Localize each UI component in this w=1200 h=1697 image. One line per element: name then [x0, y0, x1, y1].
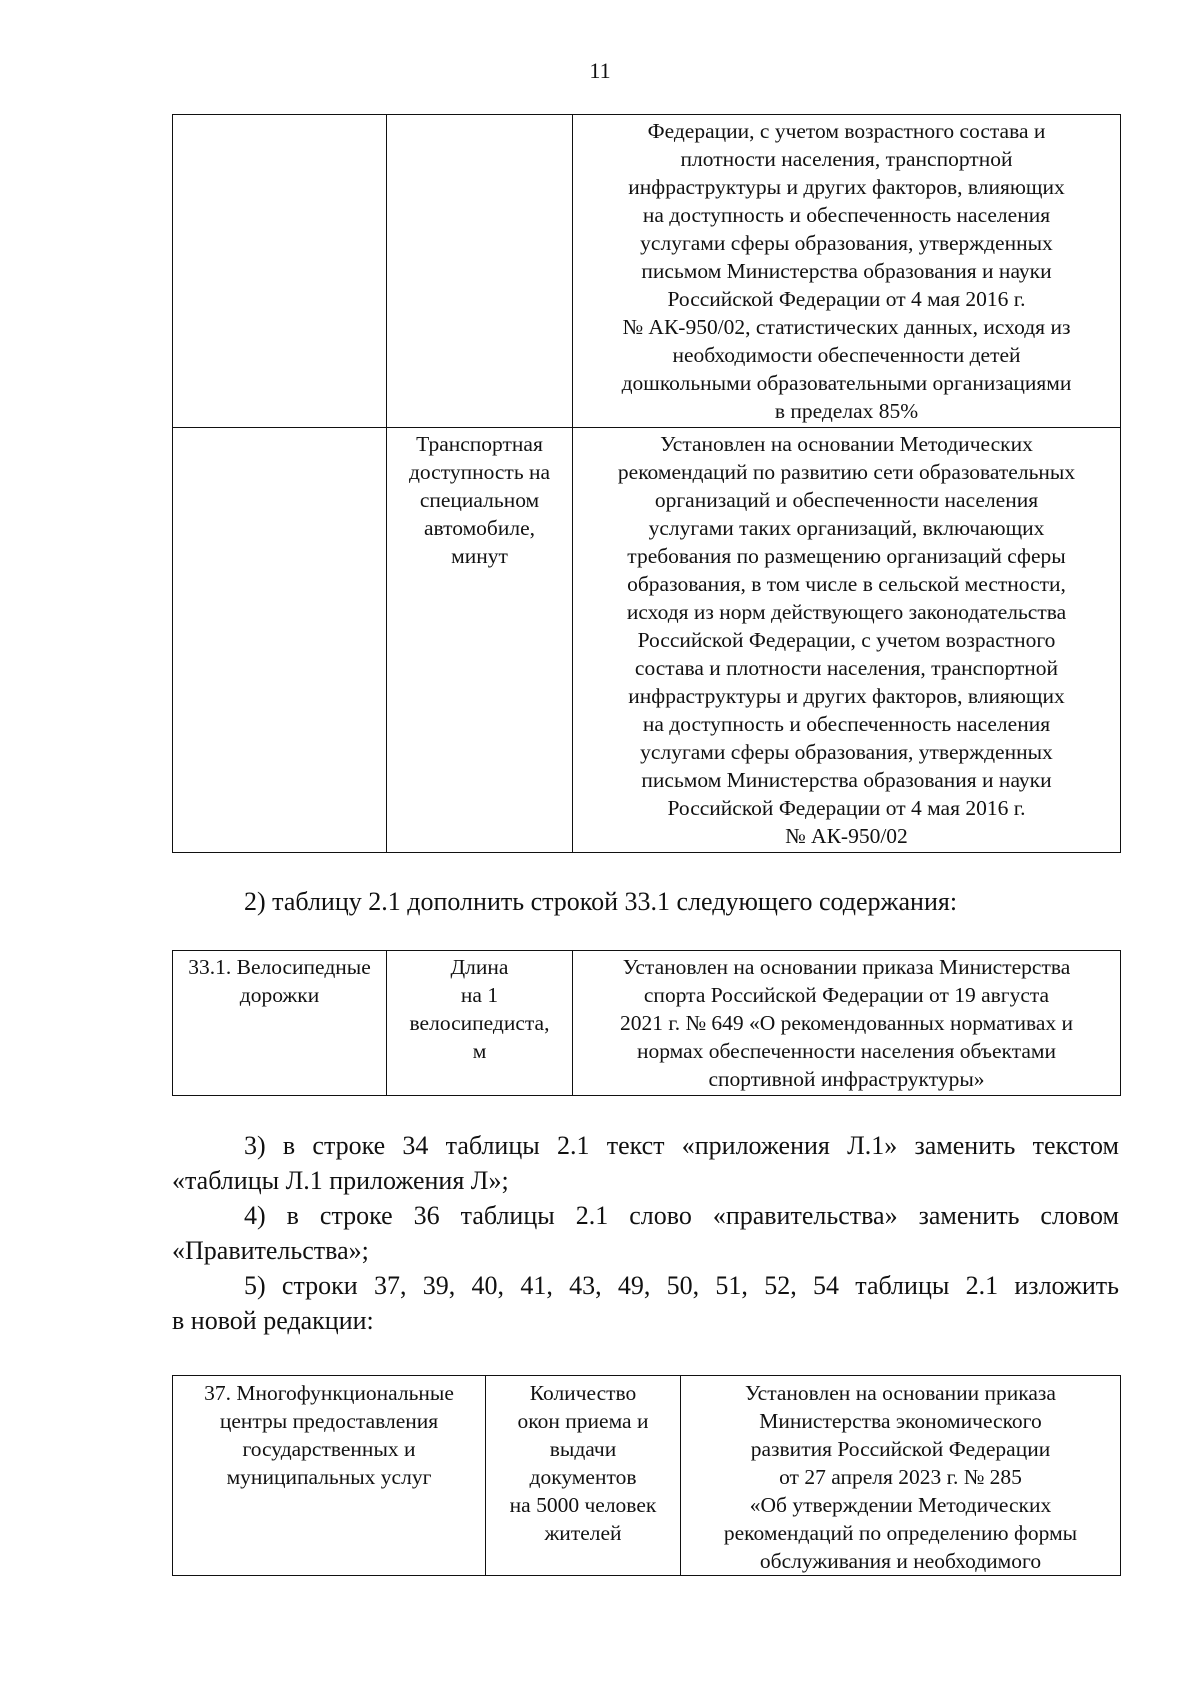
- table-row: [173, 428, 1121, 853]
- cell-text-line: исходя из норм действующего законодательства: [626, 600, 1067, 624]
- paragraph-item-3: [172, 1128, 1119, 1198]
- table-row-37: [172, 1375, 1121, 1576]
- paragraph-line: 5) строки 37, 39, 40, 41, 43, 49, 50, 51, 52, 54 таблицы 2.1 изложить: [244, 1271, 1119, 1300]
- cell-text-line: Российской Федерации, с учетом возрастного: [637, 628, 1056, 652]
- table-cell: [173, 115, 387, 428]
- cell-text-line: Федерации, с учетом возрастного состава и: [647, 119, 1046, 143]
- cell-text-line: на доступность и обеспеченность населения: [642, 203, 1051, 227]
- cell-text-line: № АК-950/02, статистических данных, исходя из: [622, 315, 1071, 339]
- cell-text-line: 37. Многофункциональные: [204, 1381, 454, 1405]
- cell-text-line: муниципальных услуг: [226, 1465, 432, 1489]
- cell-text-line: документов: [529, 1465, 637, 1489]
- paragraph-item-2: 2) таблицу 2.1 дополнить строкой 33.1 следующего содержания:: [244, 887, 958, 916]
- table-cell: [486, 1376, 681, 1576]
- cell-text-line: велосипедиста,: [409, 1011, 550, 1035]
- table-cell: [573, 428, 1121, 853]
- cell-text-line: выдачи: [549, 1437, 617, 1461]
- table-cell: [573, 115, 1121, 428]
- page-number: 11: [589, 58, 611, 83]
- cell-text-line: м: [472, 1039, 487, 1063]
- cell-text-line: дошкольными образовательными организациями: [621, 371, 1072, 395]
- cell-text-line: необходимости обеспеченности детей: [672, 343, 1021, 367]
- table-row: [173, 1376, 1121, 1576]
- cell-text-line: состава и плотности населения, транспортной: [634, 656, 1059, 680]
- table-cell: [387, 951, 573, 1096]
- cell-text-line: окон приема и: [517, 1409, 649, 1433]
- cell-text-line: обслуживания и необходимого: [759, 1549, 1042, 1573]
- table-cell: [387, 428, 573, 853]
- table-row: [173, 951, 1121, 1096]
- cell-text-line: Установлен на основании приказа: [745, 1381, 1056, 1405]
- cell-text-line: «Об утверждении Методических: [749, 1493, 1052, 1517]
- cell-text-line: специальном: [419, 488, 540, 512]
- paragraph-line: 4) в строке 36 таблицы 2.1 слово «правительства» заменить словом: [244, 1201, 1119, 1230]
- table-cell: [387, 115, 573, 428]
- cell-text-line: инфраструктуры и других факторов, влияющих: [628, 684, 1065, 708]
- cell-text-line: Российской Федерации от 4 мая 2016 г.: [667, 287, 1026, 311]
- table-row: [173, 115, 1121, 428]
- cell-text-line: услугами таких организаций, включающих: [648, 516, 1045, 540]
- cell-text-line: инфраструктуры и других факторов, влияющих: [628, 175, 1065, 199]
- cell-text-line: образования, в том числе в сельской местности,: [627, 572, 1066, 596]
- cell-text-line: нормах обеспеченности населения объектами: [636, 1039, 1057, 1063]
- cell-text-line: спортивной инфраструктуры»: [708, 1067, 985, 1091]
- cell-text-line: плотности населения, транспортной: [680, 147, 1013, 171]
- cell-text-line: организаций и обеспеченности населения: [654, 488, 1039, 512]
- table-cell: [573, 951, 1121, 1096]
- cell-text-line: Длина: [450, 955, 509, 979]
- cell-text-line: доступность на: [408, 460, 551, 484]
- cell-text-line: 2021 г. № 649 «О рекомендованных нормативах и: [619, 1011, 1074, 1035]
- paragraph-line: в новой редакции:: [172, 1306, 374, 1335]
- cell-text-line: письмом Министерства образования и науки: [641, 768, 1052, 792]
- cell-text-line: на 5000 человек: [509, 1493, 657, 1517]
- cell-text-line: центры предоставления: [219, 1409, 439, 1433]
- cell-text-line: 33.1. Велосипедные: [188, 955, 371, 979]
- cell-text-line: услугами сферы образования, утвержденных: [640, 231, 1053, 255]
- paragraph-item-4: [172, 1198, 1119, 1268]
- table-row-33-1: [172, 950, 1121, 1096]
- paragraph-line: «Правительства»;: [172, 1236, 369, 1265]
- cell-text-line: рекомендаций по определению формы: [723, 1521, 1078, 1545]
- table-cell: [173, 428, 387, 853]
- cell-text-line: услугами сферы образования, утвержденных: [640, 740, 1053, 764]
- cell-text-line: № АК-950/02: [785, 824, 908, 848]
- paragraph-line: «таблицы Л.1 приложения Л»;: [172, 1166, 509, 1195]
- paragraph-item-5: [172, 1268, 1119, 1338]
- cell-text-line: развития Российской Федерации: [750, 1437, 1051, 1461]
- cell-text-line: в пределах 85%: [774, 399, 919, 423]
- cell-text-line: автомобиле,: [423, 516, 536, 540]
- cell-text-line: Российской Федерации от 4 мая 2016 г.: [667, 796, 1026, 820]
- cell-text-line: на 1: [460, 983, 499, 1007]
- cell-text-line: государственных и: [242, 1437, 416, 1461]
- cell-text-line: Установлен на основании Методических: [660, 432, 1033, 456]
- cell-text-line: требования по размещению организаций сферы: [627, 544, 1066, 568]
- cell-text-line: Количество: [529, 1381, 637, 1405]
- table-cell: [681, 1376, 1121, 1576]
- cell-text-line: дорожки: [239, 983, 320, 1007]
- cell-text-line: письмом Министерства образования и науки: [641, 259, 1052, 283]
- cell-text-line: Транспортная: [416, 432, 543, 456]
- cell-text-line: от 27 апреля 2023 г. № 285: [779, 1465, 1022, 1489]
- cell-text-line: на доступность и обеспеченность населения: [642, 712, 1051, 736]
- cell-text-line: минут: [451, 544, 508, 568]
- cell-text-line: Установлен на основании приказа Министерства: [622, 955, 1071, 979]
- table-cell: [173, 1376, 486, 1576]
- table-cell: [173, 951, 387, 1096]
- table-continuation: [172, 114, 1121, 853]
- paragraph-line: 3) в строке 34 таблицы 2.1 текст «приложения Л.1» заменить текстом: [244, 1131, 1119, 1160]
- cell-text-line: Министерства экономического: [759, 1409, 1042, 1433]
- cell-text-line: жителей: [544, 1521, 622, 1545]
- cell-text-line: спорта Российской Федерации от 19 августа: [643, 983, 1050, 1007]
- cell-text-line: рекомендаций по развитию сети образовательных: [617, 460, 1076, 484]
